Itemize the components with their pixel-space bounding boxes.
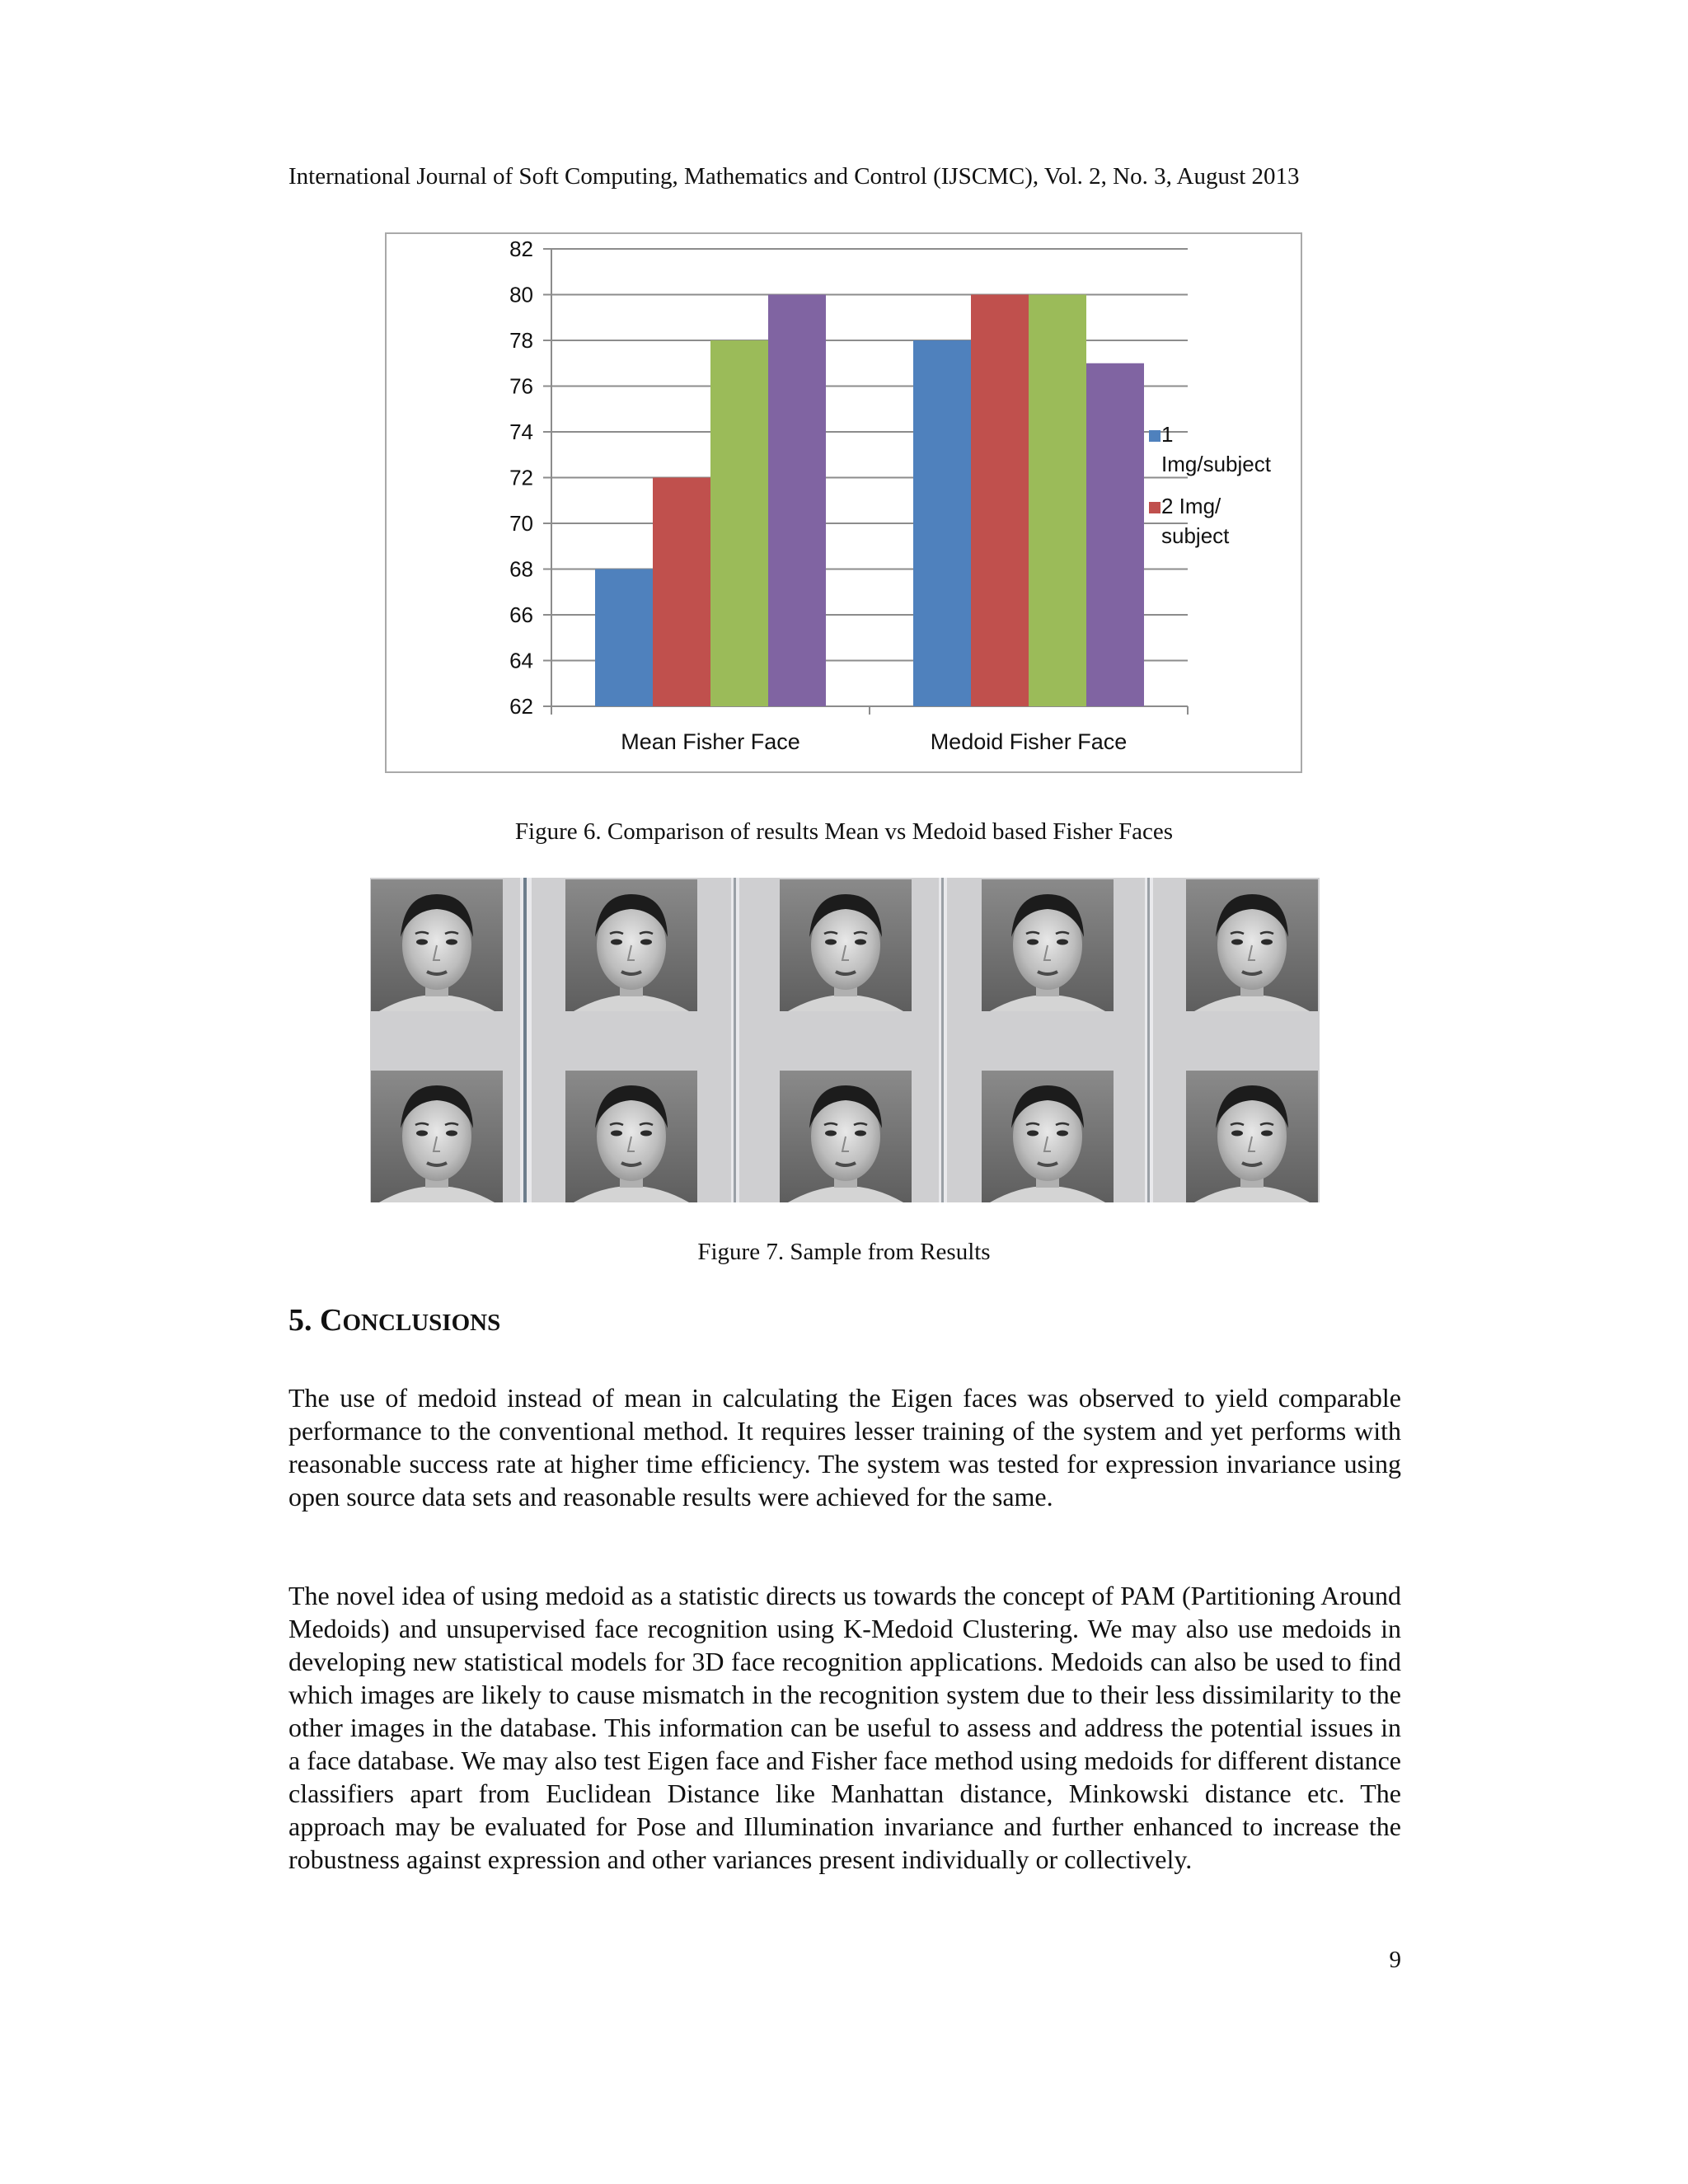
page-number: 9 [1389,1947,1401,1973]
bar [1086,363,1144,706]
legend-label: Img/subject [1161,452,1271,476]
y-tick-label: 72 [509,465,533,490]
y-tick-label: 78 [509,328,533,353]
section-number: 5. [288,1303,312,1338]
face-image [780,879,912,1011]
bar [653,478,710,707]
face-image [780,1071,912,1202]
x-tick-label: Mean Fisher Face [621,729,800,754]
y-tick-label: 68 [509,556,533,582]
paragraph: The use of medoid instead of mean in calculating the Eigen faces was observed to yield comparable performance to the conventional method. It requires lesser training of the system and yet performs with reasonable success rate at higher time efficiency. The system was tested for expression invariance using open source data sets and reasonable results were achieved for the same. [288,1383,1401,1511]
figure6-chart [385,232,1302,773]
x-tick-label: Medoid Fisher Face [930,729,1128,754]
face-image [371,879,503,1011]
y-tick-label: 66 [509,602,533,627]
face-image [982,1071,1114,1202]
running-head: International Journal of Soft Computing, Mathematics and Control (IJSCMC), Vol. 2, No. 3, August 2013 [288,163,1300,190]
y-tick-label: 70 [509,511,533,536]
legend-swatch [1149,430,1160,442]
face-image [371,1071,503,1202]
y-tick-label: 80 [509,282,533,307]
section-heading [288,1302,500,1338]
y-tick-label: 76 [509,373,533,399]
legend-label: subject [1161,523,1230,548]
bar-chart-svg [387,234,1301,771]
legend-label: 1 [1161,422,1174,447]
face-image [565,1071,697,1202]
bar [595,569,653,707]
y-tick-label: 62 [509,694,533,719]
y-tick-label: 82 [509,237,533,261]
y-tick-label: 74 [509,419,533,444]
bar [768,295,826,707]
bar [913,340,971,706]
figure7-face-grid [370,878,1320,1202]
bar [971,295,1029,707]
face-image [1186,1071,1318,1202]
face-image [982,879,1114,1011]
legend-swatch [1149,502,1160,513]
figure6-caption: Figure 6. Comparison of results Mean vs Medoid based Fisher Faces [514,818,1174,845]
face-image [1186,879,1318,1011]
section-title-initial: C [320,1303,343,1338]
figure7-caption: Figure 7. Sample from Results [697,1239,991,1265]
bar [710,340,768,706]
paragraph: The novel idea of using medoid as a statistic directs us towards the concept of PAM (Partitioning Around Medoids) and unsupervised face recognition using K-Medoid Clustering. We may also use medoids in developing new statistical models for 3D face recognition applications. Medoids can also be used to find which images are likely to cause mismatch in the recognition system due to their less dissimilarity to the other images in the database. This information can be useful to assess and address the potential issues in a face database. We may also test Eigen face and Fisher face method using medoids for different distance classifiers apart from Euclidean Distance like Manhattan distance, Minkowski distance etc. The approach may be evaluated for Pose and Illumination invariance and further enhanced to increase the robustness against expression and other variances present individually or collectively. [288,1581,1401,1874]
section-title-rest: ONCLUSIONS [342,1310,501,1336]
legend-label: 2 Img/ [1161,494,1221,518]
bar [1029,295,1086,707]
face-image [565,879,697,1011]
y-tick-label: 64 [509,648,533,673]
